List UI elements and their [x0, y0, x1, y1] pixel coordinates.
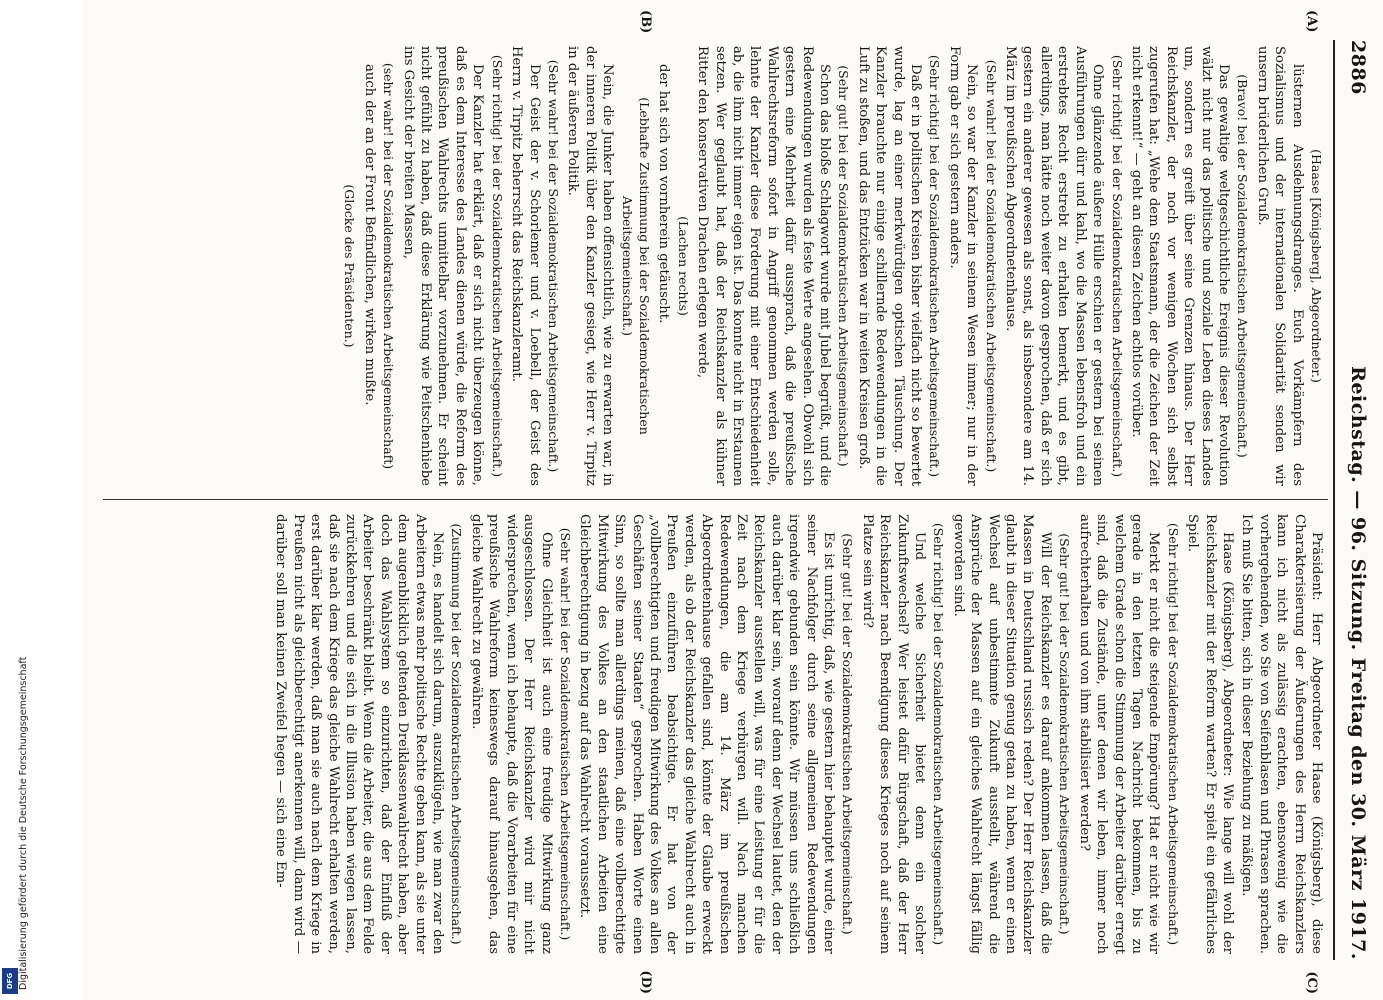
dfg-logo-text: DFG — [6, 972, 14, 990]
paragraph: Der Geist der v. Schorlemer und v. Loebell, der Geist des Herrn v. Tirpitz beherrscht das Reichskanzleramt. — [509, 46, 542, 486]
paragraph: Nein, so war der Kanzler in seinem Wesen immer; nur in der Form gab er sich gestern anders. — [946, 46, 980, 486]
dfg-logo — [2, 968, 18, 994]
interjection: (Sehr wahr! bei der Sozialdemokratischen Arbeitsgemeinschaft.) — [557, 527, 573, 941]
interjection: (Sehr richtig! bei der Sozialdemokratischen Arbeitsgemeinschaft.) — [931, 522, 947, 946]
paragraph: Und welche Sicherheit bietet denn ein solcher Zukunftswechsel? Wer leistet dafür Bürgschaft, daß der Herr Reichskanzler nach Beendigung dieses Krieges noch auf seinem Platze sein wird? — [859, 514, 928, 954]
right-column — [103, 514, 1325, 954]
interjection: (Lachen rechts) — [675, 216, 691, 316]
margin-mark-a: (A) — [1304, 10, 1319, 33]
paragraph: Haase (Königsberg), Abgeordneter: Wie lange will wohl der Reichskanzler mit der Reform warten? Er spielt ein gefährliches Spiel. — [1185, 514, 1235, 954]
paragraph: auch der an der Front Befindlichen, wirken mußte. — [361, 64, 377, 406]
interjection: (Sehr richtig! bei der Sozialdemokratischen Arbeitsgemeinschaft.) — [927, 54, 943, 478]
header-rule — [1333, 40, 1335, 960]
paragraph: Präsident: Herr Abgeordneter Haase (Königsberg), diese Charakterisierung der Äußerungen des Herrn Reichskanzlers kann ich nicht als zulässig erachten, ebensowenig wie die vorhergehenden, wo Sie von Seifenblasen und Phrasen sprachen. Ich muß Sie bitten, sich in dieser Beziehung zu mäßigen. — [1239, 514, 1324, 954]
paragraph: Merkt er nicht die steigende Empörung? Hat er nicht wie wir gerade in den letzten Tagen Nachricht bekommen, bis zu welchem Grade schon die Stimmung der Arbeiter darüber erregt sind, daß die Zustände, unter denen wir leben, immer noch aufrechterhalten und von ihm stabilisiert werden? — [1076, 514, 1162, 954]
margin-mark-c: (C) — [1304, 971, 1319, 994]
interjection: (Sehr gut! bei der Sozialdemokratischen Arbeitsgemeinschaft.) — [836, 65, 852, 467]
paragraph: Daß er in politischen Kreisen bisher vielfach nicht so bewertet wurde, lag an einer merkwürdigen optischen Täuschung. Der Kanzler brauchte nur einige schillernde Redewendungen in die Luft zu stoßen, und das Entzücken war in weiten Kreisen groß. — [855, 46, 924, 486]
paragraph: Nein, es handelt sich darum, auszuklügeln, wie man zwar den Arbeitern etwas mehr politische Rechte geben kann, als sie unter dem augenblicklich geltenden Dreiklassenwahlrecht haben, aber doch das Wahlsystem so einzurichten, daß der Einfluß der Arbeiter beschränkt bleibt. Wenn die Arbeiter, die aus dem Felde zurückkehren und die sich in die Illusion haben wiegen lassen, daß sie nach dem Kriege das gleiche Wahlrecht erhalten werden, erst darüber klar werden, daß man sie auch nach dem Kriege in Preußen nicht als gleichberechtigt anerkennen will, dann wird — darüber soll man keinen Zweifel hegen — sich eine Em- — [273, 514, 446, 954]
interjection: (Glocke des Präsidenten.) — [342, 184, 358, 348]
paragraph: Der Kanzler hat erklärt, daß er sich nicht überzeugen könne, daß es dem Interesse des Landes dienen würde, die Reform des preußischen Wahlrechts unmittelbar vorzunehmen. Er scheint nicht gefühlt zu haben, daß diese Erklärung wie Peitschenhiebe ins Gesicht der breiten Massen, — [400, 46, 486, 486]
paragraph: Schon das bloße Schlagwort wurde mit Jubel begrüßt, und die Redewendungen wurden als feste Werte angesehen. Obwohl sich gestern eine Mehrheit dafür aussprach, daß die preußische Wahlrechtsreform sofort in Angriff genommen werden solle, lehnte der Kanzler diese Forderung mit einer Entschiedenheit ab, die ihm nicht immer eigen ist. Das konnte nicht in Erstaunen setzen. Wer geglaubt hat, daß der Reichskanzler als kühner Ritter den konservativen Drachen erlegen werde, — [695, 46, 833, 486]
scanned-page — [83, 0, 1383, 1000]
spine-text: Digitalisierung gefördert durch die Deutsche Forschungsgemeinschaft — [18, 656, 29, 990]
margin-mark-d: (D) — [638, 970, 653, 994]
paragraph: Das gewaltige weltgeschichtliche Ereignis dieser Revolution wälzt nicht nur das politische und soziale Leben dieses Landes um, sondern es greift über seine Grenzen hinaus. Der Herr Reichskanzler, der noch vor wenigen Wochen sich selbst zugerufen hat: „Wehe dem Staatsmann, der die Zeichen der Zeit nicht erkennt!“ — geht an diesen Zeichen achtlos vorüber. — [1128, 46, 1231, 486]
interjection: (Zustimmung bei der Sozialdemokratischen Arbeitsgemeinschaft.) — [449, 523, 465, 945]
interjection: (Sehr richtig! bei der Sozialdemokratischen Arbeitsgemeinschaft.) — [1109, 54, 1125, 478]
interjection: (Sehr gut! bei der Sozialdemokratischen Arbeitsgemeinschaft.) — [1057, 533, 1073, 935]
spine-caption — [6, 600, 29, 990]
interjection: (Sehr richtig! bei der Sozialdemokratischen Arbeitsgemeinschaft.) — [489, 54, 505, 478]
page-title: Reichstag. — 96. Sitzung. Freitag den 30. März 1917. — [1347, 366, 1369, 960]
margin-mark-b: (B) — [638, 10, 653, 34]
interjection: (Sehr wahr! bei der Sozialdemokratischen Arbeitsgemeinschaft.) — [983, 59, 999, 473]
paragraph: Will der Reichskanzler es darauf ankommen lassen, daß die Massen in Deutschland russisch reden? Der Herr Reichskanzler glaubt in dieser Situation genug getan zu haben, wenn er einen Wechsel auf unbestimmte Zukunft ausstellt, während die Ansprüche der Massen auf ein gleiches Wahlrecht längst fällig geworden sind. — [950, 514, 1053, 954]
interjection: (Bravo! bei der Sozialdemokratischen Arbeitsgemeinschaft.) — [1235, 74, 1251, 458]
speaker-line: (Haase [Königsberg], Abgeordneter.) — [1309, 149, 1324, 383]
interjection: (Sehr gut! bei der Sozialdemokratischen Arbeitsgemeinschaft.) — [840, 533, 856, 935]
left-column — [103, 46, 1325, 486]
paragraph: der hat sich von vornherein getäuscht. — [656, 64, 672, 324]
paragraph: Es ist unrichtig, daß, wie gestern hier behauptet wurde, einer seiner Nachfolger durch seine allgemeinen Redewendungen irgendwie gebunden sein könnte. Wir müssen uns schließlich auch darüber klar sein, worauf denn der Wechsel lautet, den der Reichskanzler ausstellen will, was für eine Leistung er für die Zeit nach dem Kriege verbürgen will. Nach manchen Redewendungen, die am 14. März im preußischen Abgeordnetenhause gefallen sind, könnte der Glaube erweckt werden, als ob der Reichskanzler das gleiche Wahlrecht auch in Preußen einzuführen beabsichtige. Er hat von der „vollberechtigten und freudigen Mitwirkung des Volkes an allen Geschäften seiner Staaten“ gesprochen. Haben Worte einen Sinn, so sollte man allerdings meinen, daß eine vollberechtigte Mitwirkung des Volkes an den staatlichen Arbeiten eine Gleichberechtigung in bezug auf das Wahlrecht voraussetzt. — [577, 514, 837, 954]
interjection: (sehr wahr! bei der Sozialdemokratischen Arbeitsgemeinschaft) — [381, 62, 397, 470]
paragraph: lüsternen Ausdehnungsdranges. Euch Vorkämpfern des Sozialismus und der internationalen Solidarität senden wir unsern brüderlichen Gruß. — [1254, 46, 1305, 486]
column-divider — [103, 499, 1328, 500]
paragraph: Ohne glänzende äußere Hülle erschien er gestern bei seinen Ausführungen dürr und kahl, wo die Massen lebensfroh und ein erstrebtes Recht erstrebt zu erhalten bemerkt, und es gibt, allerdings, man hätte noch weiter davon gesprochen, daß er sich gestern ein anderer gewesen als sonst, als insbesondere am 14. März im preußischen Abgeordnetenhause. — [1003, 46, 1106, 486]
interjection: (Sehr richtig! bei der Sozialdemokratischen Arbeitsgemeinschaft.) — [1165, 522, 1181, 946]
page-number: 2886 — [1347, 40, 1369, 95]
interjection: (Sehr wahr! bei der Sozialdemokratischen Arbeitsgemeinschaft.) — [545, 59, 561, 473]
paragraph: Nein, die Junker haben offensichtlich, wie zu erwarten war, in der inneren Politik über den Kanzler gesiegt, wie Herr v. Tirpitz in der äußeren Politik. — [565, 46, 616, 486]
page-header — [1339, 40, 1369, 960]
interjection: (Lebhafte Zustimmung bei der Sozialdemokratischen Arbeitsgemeinschaft.) — [619, 97, 652, 435]
paragraph: Ohne Gleichheit ist auch eine freudige Mitwirkung ganz ausgeschlossen. Der Herr Reichskanzler wird mir nicht widersprechen, wenn ich behaupte, daß die Vorarbeiten für eine preußische Wahlreform keineswegs darauf hinausgehen, das gleiche Wahlrecht zu gewähren. — [468, 514, 554, 954]
